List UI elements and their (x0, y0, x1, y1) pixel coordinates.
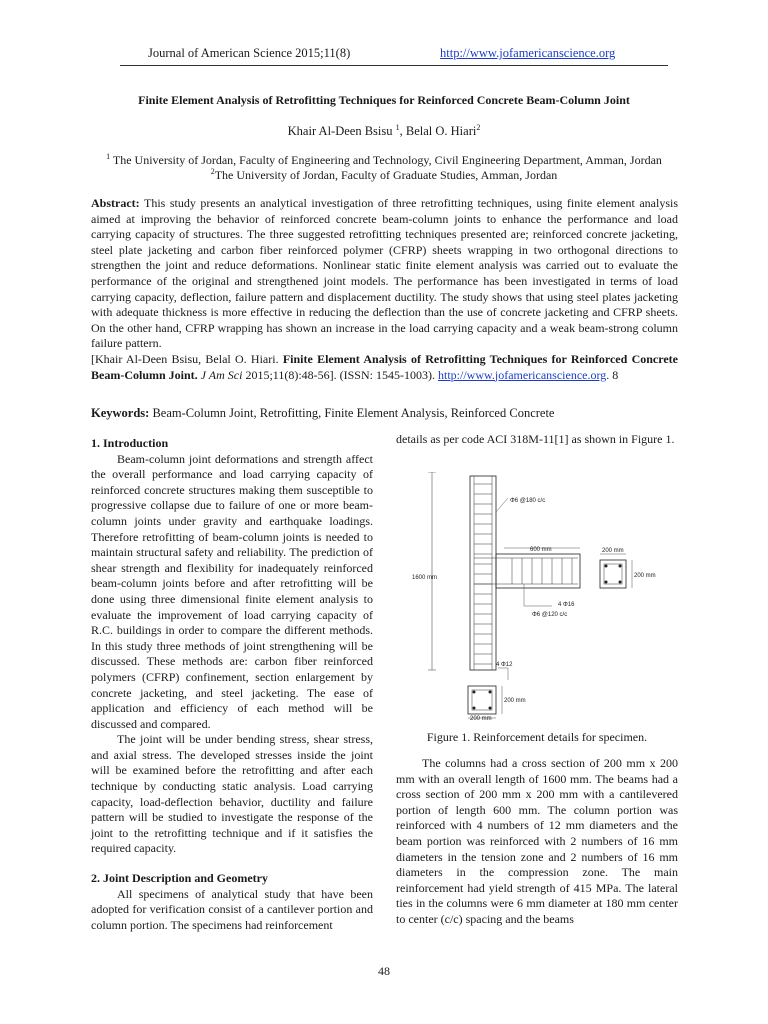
page-number: 48 (378, 964, 390, 978)
col-ties-label: Φ6 @180 c/c (510, 498, 546, 504)
author-1-sup: 1 (395, 123, 400, 132)
beam-outline (496, 554, 580, 588)
affiliation-2 (0, 167, 768, 183)
beam-length-label: 600 mm (530, 547, 552, 553)
beam-section-width-label: 200 mm (602, 548, 624, 554)
citation-details: 2015;11(8):48-56]. (ISSN: 1545-1003). (245, 367, 435, 382)
journal-url-link[interactable]: http://www.jofamericanscience.org (440, 46, 616, 60)
right-column-bottom (396, 756, 678, 928)
section-1-heading: 1. Introduction (91, 436, 169, 450)
beam-ties (512, 558, 572, 584)
citation-title: Finite Element Analysis of Retrofitting Techniques for Reinforced Concrete Beam-Column Joint. (91, 351, 678, 382)
keywords-label: Keywords: (91, 406, 150, 420)
reinforcement-diagram (412, 472, 682, 720)
affiliation-1 (0, 152, 768, 168)
abstract (91, 196, 678, 383)
header-rule (120, 65, 668, 66)
author-sep: , (399, 124, 406, 139)
author-1: Khair Al-Deen Bsisu (287, 124, 393, 139)
citation-suffix: . 8 (606, 367, 619, 382)
col-section-width-label: 200 mm (470, 716, 492, 720)
right-column-top (396, 432, 678, 448)
citation-link[interactable]: http://www.jofamericanscience.org (437, 367, 607, 382)
affiliation-2-sup: 2 (210, 167, 215, 176)
authors (0, 123, 768, 139)
column-ties (474, 484, 492, 664)
affiliation-1-text: The University of Jordan, Faculty of Engineering and Technology, Civil Engineering Department, Amman, Jordan (112, 153, 662, 167)
affiliation-1-sup: 1 (106, 152, 111, 161)
author-2-sup: 2 (476, 123, 481, 132)
paper-title: Finite Element Analysis of Retrofitting Techniques for Reinforced Concrete Beam-Column Joint (138, 93, 630, 107)
left-column (91, 436, 373, 933)
citation-prefix: [Khair Al-Deen Bsisu, Belal O. Hiari. (91, 351, 283, 366)
beam-bars-label: 4 Φ16 (558, 602, 575, 608)
col-bars-label: 4 Φ12 (496, 662, 513, 668)
citation (91, 352, 678, 383)
citation-journal: J Am Sci (197, 367, 246, 382)
section-2-paragraph-1: All specimens of analytical study that have been adopted for verification consist of a cantilever portion and column portion. The specimens had reinforcement (91, 886, 373, 932)
keywords (91, 406, 678, 421)
section-2-heading: 2. Joint Description and Geometry (91, 871, 268, 886)
col-section-height-label: 200 mm (504, 698, 526, 704)
col-length-label: 1600 mm (412, 575, 438, 581)
figure-1-caption: Figure 1. Reinforcement details for specimen. (426, 730, 648, 744)
section-1-paragraph-1: Beam-column joint deformations and strength affect the overall performance and load carrying capacity of reinforced concrete structures making them susceptible to progressive collapse due to failure of one or more beam-column joints under gravity and earthquake loadings. Therefore retrofitting of beam-column joints is needed to maintain structural safety and reliability. The prediction of shear strength and flexibility for inadequately reinforced beam-column joints before and after retrofitting will be done using three dimensional finite element analysis to evaluate the improvement of load carrying capacity of R.C. buildings in order to compare the different methods. In this study three methods of joint strengthening will be discussed. These methods are: carbon fiber reinforced polymers (CFRP) confinement, section enlargement by concrete jacketing, and steel jacketing. The ease of application and efficiency of each method will be discussed and compared. (91, 451, 373, 731)
figure-1 (412, 472, 682, 720)
affiliation-2-text: The University of Jordan, Faculty of Graduate Studies, Amman, Jordan (214, 168, 558, 182)
journal-header: Journal of American Science 2015;11(8) (148, 46, 351, 60)
author-2: Belal O. Hiari (405, 124, 477, 139)
section-2-paragraph-continued: details as per code ACI 318M-11[1] as shown in Figure 1. (396, 432, 675, 446)
abstract-text: This study presents an analytical investigation of three retrofitting techniques, using finite element analysis aimed at improving the behavior of reinforced concrete beam-column joints to enhance the performance and load carrying capacity of structures. The three suggested retrofitting techniques presented are; reinforced concrete jacketing, steel plate jacketing and carbon fiber reinforced polymer (CFRP) sheets wrapping in two orthogonal directions to strengthen the joint and reduce deformations. Nonlinear static finite element analysis was carried out to evaluate the performance of the original and strengthened joint models. The performance has been investigated in terms of load carrying capacity, deflection, failure pattern and displacement ductility. The study shows that using steel plates jacketing with adequate thickness is more effective in reducing the deflection than the use of concrete jacketing and CFRP sheets. On the other hand, CFRP wrapping has shown an increase in the load carrying capacity and a weak beam-strong column failure pattern. (91, 196, 678, 351)
keywords-text: Beam-Column Joint, Retrofitting, Finite Element Analysis, Reinforced Concrete (149, 406, 555, 420)
abstract-body (91, 196, 678, 352)
abstract-label: Abstract: (91, 196, 140, 210)
beam-ties-label: Φ6 @120 c/c (532, 612, 568, 618)
geometry-paragraph: The columns had a cross section of 200 mm x 200 mm with an overall length of 1600 mm. The beams had a cross section of 200 mm x 200 mm with a cantilevered portion of length 600 mm. The column portion was reinforced with 4 numbers of 12 mm diameters and the beam portion was reinforced with 2 numbers of 16 mm diameters in the tension zone and 2 numbers of 16 mm diameters in the compression zone. The main reinforcement had yield strength of 415 MPa. The lateral ties in the columns were 6 mm diameter at 180 mm center to center (c/c) spacing and the beams (396, 756, 678, 926)
section-1-paragraph-2: The joint will be under bending stress, shear stress, and axial stress. The developed stresses inside the joint will be examined before the retrofitting and after each technique by conducting static analysis. Load carrying capacity, load-deflection behavior, ductility and failure pattern will be studied to investigate the response of the joint to the retrofitting technique and if it satisfies the required capacity. (91, 732, 373, 856)
beam-section-height-label: 200 mm (634, 573, 656, 579)
